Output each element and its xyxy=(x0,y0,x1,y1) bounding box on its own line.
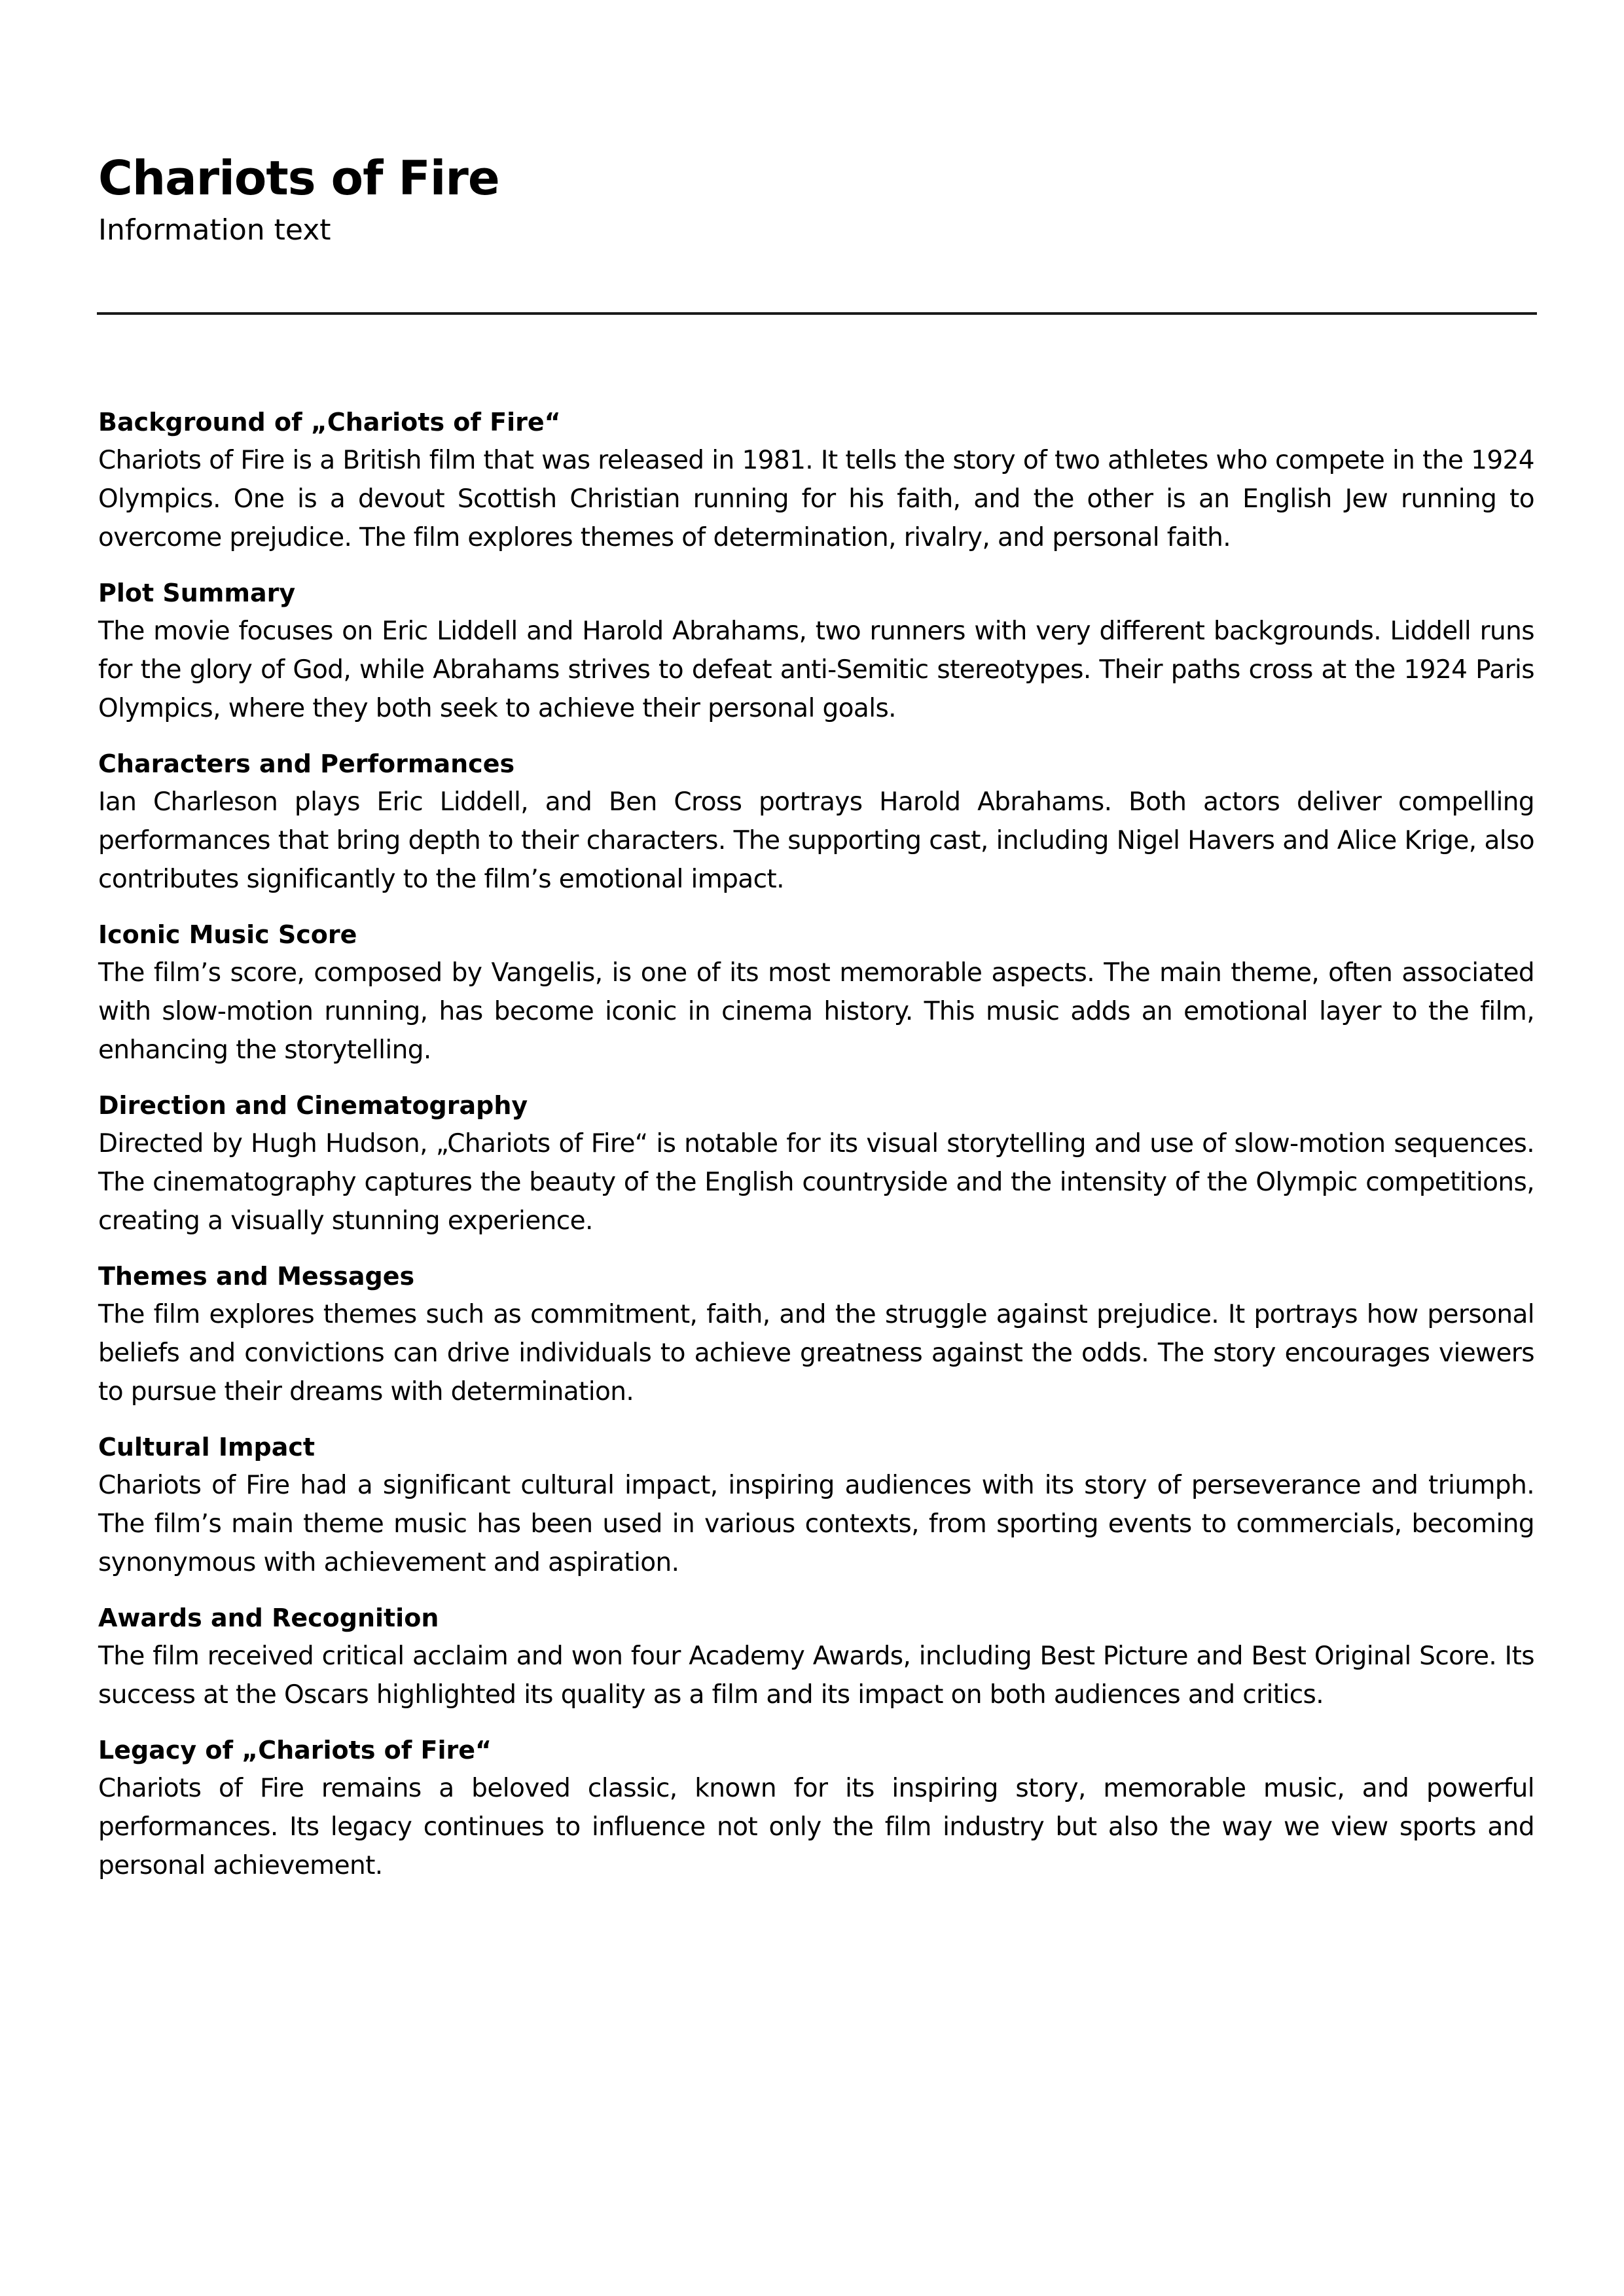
section-heading: Characters and Performances xyxy=(98,749,515,778)
section-body: Directed by Hugh Hudson, „Chariots of Fire“ is notable for its visual storytelling and use of slow-motion sequences. The cinematography captures the beauty of the English countryside and the intensity of the Olympic competitions, creating a visually stunning experience. xyxy=(98,1129,1534,1236)
section-heading: Background of „Chariots of Fire“ xyxy=(98,408,561,437)
section-background xyxy=(98,403,1534,557)
section-characters xyxy=(98,745,1534,899)
document-content xyxy=(98,403,1534,1902)
section-body: Chariots of Fire had a significant cultural impact, inspiring audiences with its story of perseverance and triumph. The film’s main theme music has been used in various contexts, from sporting events to commercials, becoming synonymous with achievement and aspiration. xyxy=(98,1471,1534,1577)
section-awards xyxy=(98,1599,1534,1714)
document-subtitle: Information text xyxy=(98,213,331,247)
section-body: Chariots of Fire is a British film that was released in 1981. It tells the story of two athletes who compete in the 1924 Olympics. One is a devout Scottish Christian running for his faith, and the other is an English Jew running to overcome prejudice. The film explores themes of determination, rivalry, and personal faith. xyxy=(98,446,1534,552)
header-divider xyxy=(97,312,1537,315)
section-cultural-impact xyxy=(98,1428,1534,1582)
section-body: Ian Charleson plays Eric Liddell, and Ben Cross portrays Harold Abrahams. Both actors deliver compelling performances that bring depth to their characters. The supporting cast, including Nigel Havers and Alice Krige, also contributes significantly to the film’s emotional impact. xyxy=(98,787,1534,894)
section-heading: Themes and Messages xyxy=(98,1262,415,1291)
section-heading: Awards and Recognition xyxy=(98,1604,439,1632)
document-title: Chariots of Fire xyxy=(98,151,499,206)
section-heading: Cultural Impact xyxy=(98,1433,316,1462)
section-body: The film explores themes such as commitment, faith, and the struggle against prejudice. It portrays how personal beliefs and convictions can drive individuals to achieve greatness against the odds. The story encourages viewers to pursue their dreams with determination. xyxy=(98,1300,1534,1407)
section-body: Chariots of Fire remains a beloved classic, known for its inspiring story, memorable music, and powerful performances. Its legacy continues to influence not only the film industry but also the way we view sports and personal achievement. xyxy=(98,1774,1534,1880)
section-direction xyxy=(98,1086,1534,1240)
section-themes xyxy=(98,1257,1534,1411)
section-body: The film’s score, composed by Vangelis, is one of its most memorable aspects. The main theme, often associated with slow-motion running, has become iconic in cinema history. This music adds an emotional layer to the film, enhancing the storytelling. xyxy=(98,958,1534,1065)
section-music-score xyxy=(98,916,1534,1069)
section-body: The movie focuses on Eric Liddell and Harold Abrahams, two runners with very different backgrounds. Liddell runs for the glory of God, while Abrahams strives to defeat anti-Semitic stereotypes. Their paths cross at the 1924 Paris Olympics, where they both seek to achieve their personal goals. xyxy=(98,617,1534,723)
section-legacy xyxy=(98,1731,1534,1885)
section-heading: Legacy of „Chariots of Fire“ xyxy=(98,1736,492,1765)
section-heading: Plot Summary xyxy=(98,579,296,607)
section-heading: Direction and Cinematography xyxy=(98,1091,528,1120)
document-header xyxy=(98,151,1538,247)
section-heading: Iconic Music Score xyxy=(98,920,357,949)
section-body: The film received critical acclaim and won four Academy Awards, including Best Picture and Best Original Score. Its success at the Oscars highlighted its quality as a film and its impact on both audiences and critics. xyxy=(98,1641,1534,1710)
section-plot-summary xyxy=(98,574,1534,728)
